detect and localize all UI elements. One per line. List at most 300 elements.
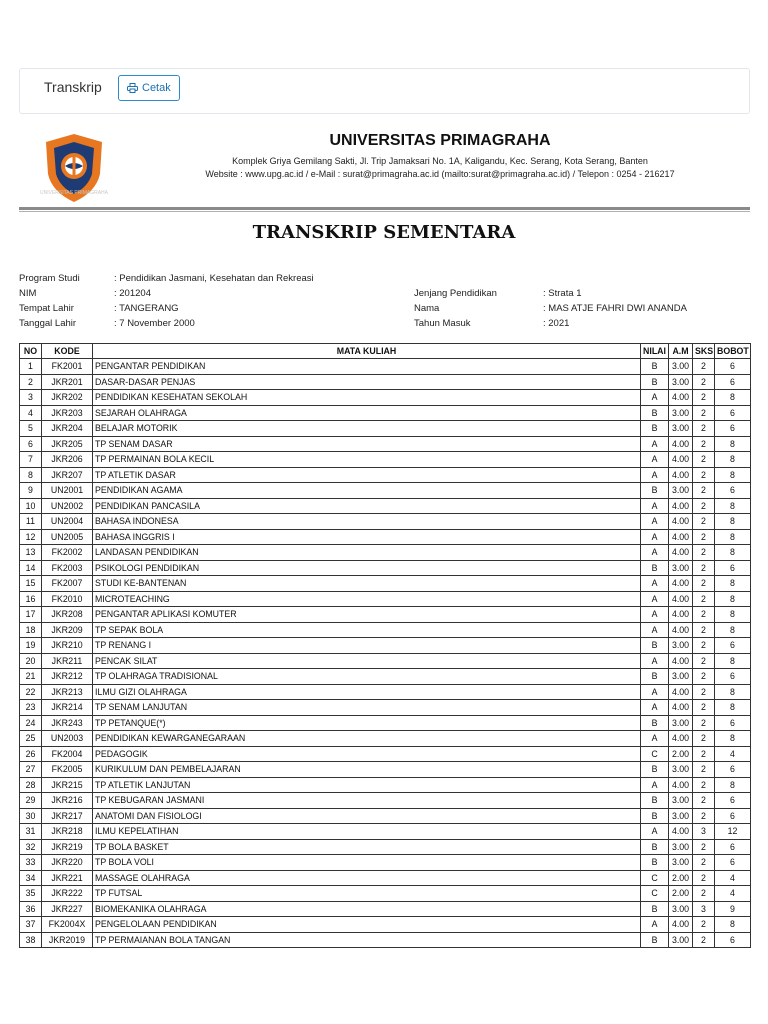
logo-caption: UNIVERSITAS PRIMAGRAHA — [40, 190, 108, 196]
cell-mata-kuliah: TP PERMAIANAN BOLA TANGAN — [93, 932, 641, 948]
cell-am: 4.00 — [669, 731, 693, 747]
university-address: Komplek Griya Gemilang Sakti, Jl. Trip Jamaksari No. 1A, Kaligandu, Kec. Serang, Kota Serang, Banten — [232, 156, 648, 166]
cell-no: 7 — [20, 452, 42, 468]
cell-no: 27 — [20, 762, 42, 778]
cell-sks: 2 — [693, 855, 715, 871]
col-header-kode: KODE — [42, 344, 93, 359]
cell-kode: UN2002 — [42, 498, 93, 514]
table-row — [20, 762, 751, 778]
cell-bobot: 9 — [715, 901, 751, 917]
cell-no: 5 — [20, 421, 42, 437]
col-header-nilai: NILAI — [641, 344, 669, 359]
cell-bobot: 8 — [715, 591, 751, 607]
nim-label: NIM — [19, 288, 37, 299]
cell-no: 33 — [20, 855, 42, 871]
cell-sks: 2 — [693, 483, 715, 499]
cell-no: 19 — [20, 638, 42, 654]
table-row — [20, 405, 751, 421]
cell-am: 3.00 — [669, 421, 693, 437]
cell-mata-kuliah: PENGELOLAAN PENDIDIKAN — [93, 917, 641, 933]
cell-am: 4.00 — [669, 576, 693, 592]
cell-sks: 2 — [693, 529, 715, 545]
cell-mata-kuliah: ILMU KEPELATIHAN — [93, 824, 641, 840]
cell-mata-kuliah: BIOMEKANIKA OLAHRAGA — [93, 901, 641, 917]
cell-no: 16 — [20, 591, 42, 607]
cell-nilai: C — [641, 870, 669, 886]
cell-nilai: B — [641, 421, 669, 437]
cell-nilai: B — [641, 932, 669, 948]
cell-bobot: 8 — [715, 498, 751, 514]
cell-kode: UN2005 — [42, 529, 93, 545]
cell-am: 3.00 — [669, 483, 693, 499]
cell-kode: FK2004X — [42, 917, 93, 933]
cell-no: 22 — [20, 684, 42, 700]
cell-sks: 2 — [693, 638, 715, 654]
cell-kode: JKR215 — [42, 777, 93, 793]
col-header-bobot: BOBOT — [715, 344, 751, 359]
table-row — [20, 390, 751, 406]
cell-nilai: A — [641, 700, 669, 716]
cell-nilai: B — [641, 405, 669, 421]
cell-bobot: 4 — [715, 870, 751, 886]
cell-sks: 2 — [693, 622, 715, 638]
cell-bobot: 8 — [715, 731, 751, 747]
cell-nilai: C — [641, 886, 669, 902]
cell-bobot: 4 — [715, 746, 751, 762]
cell-nilai: B — [641, 855, 669, 871]
cell-nilai: A — [641, 452, 669, 468]
cell-sks: 2 — [693, 932, 715, 948]
cell-bobot: 8 — [715, 607, 751, 623]
cell-am: 4.00 — [669, 607, 693, 623]
cell-nilai: A — [641, 607, 669, 623]
cell-nilai: A — [641, 576, 669, 592]
table-row — [20, 607, 751, 623]
header-divider-thick — [19, 207, 750, 210]
cell-no: 13 — [20, 545, 42, 561]
table-row — [20, 467, 751, 483]
cell-bobot: 6 — [715, 793, 751, 809]
cell-kode: JKR207 — [42, 467, 93, 483]
cell-no: 12 — [20, 529, 42, 545]
cell-mata-kuliah: DASAR-DASAR PENJAS — [93, 374, 641, 390]
cell-mata-kuliah: TP SEPAK BOLA — [93, 622, 641, 638]
cell-kode: JKR210 — [42, 638, 93, 654]
cell-nilai: A — [641, 777, 669, 793]
cell-mata-kuliah: STUDI KE-BANTENAN — [93, 576, 641, 592]
cell-sks: 2 — [693, 576, 715, 592]
cell-nilai: B — [641, 901, 669, 917]
cell-nilai: A — [641, 591, 669, 607]
cell-nilai: A — [641, 498, 669, 514]
cell-kode: JKR202 — [42, 390, 93, 406]
toolbar-title: Transkrip — [44, 79, 102, 95]
cell-mata-kuliah: PSIKOLOGI PENDIDIKAN — [93, 560, 641, 576]
cell-no: 20 — [20, 653, 42, 669]
cell-sks: 2 — [693, 839, 715, 855]
document-title: TRANSKRIP SEMENTARA — [252, 222, 516, 243]
cell-kode: JKR209 — [42, 622, 93, 638]
cell-am: 3.00 — [669, 762, 693, 778]
cell-nilai: B — [641, 483, 669, 499]
cell-kode: JKR204 — [42, 421, 93, 437]
cell-bobot: 8 — [715, 576, 751, 592]
cell-bobot: 12 — [715, 824, 751, 840]
cell-kode: JKR217 — [42, 808, 93, 824]
cell-sks: 2 — [693, 793, 715, 809]
cell-kode: JKR227 — [42, 901, 93, 917]
cell-am: 2.00 — [669, 746, 693, 762]
cell-no: 28 — [20, 777, 42, 793]
cell-sks: 2 — [693, 560, 715, 576]
cell-kode: UN2004 — [42, 514, 93, 530]
cell-sks: 2 — [693, 870, 715, 886]
cell-bobot: 8 — [715, 514, 751, 530]
cell-am: 4.00 — [669, 498, 693, 514]
cell-nilai: A — [641, 731, 669, 747]
cell-am: 4.00 — [669, 514, 693, 530]
cell-sks: 2 — [693, 917, 715, 933]
tanggal-lahir-label: Tanggal Lahir — [19, 318, 77, 329]
cell-sks: 2 — [693, 762, 715, 778]
cell-no: 9 — [20, 483, 42, 499]
cell-sks: 2 — [693, 777, 715, 793]
cell-kode: JKR211 — [42, 653, 93, 669]
jenjang-value: : Strata 1 — [543, 288, 582, 299]
cell-am: 3.00 — [669, 839, 693, 855]
header-divider-thin — [19, 211, 750, 212]
table-row — [20, 421, 751, 437]
cell-mata-kuliah: TP SENAM DASAR — [93, 436, 641, 452]
table-row — [20, 545, 751, 561]
cell-sks: 2 — [693, 359, 715, 375]
university-contact: Website : www.upg.ac.id / e-Mail : surat@primagraha.ac.id (mailto:surat@primagraha.ac.id) / Telepon : 0254 - 216217 — [205, 169, 675, 179]
cell-mata-kuliah: PEDAGOGIK — [93, 746, 641, 762]
cell-am: 4.00 — [669, 452, 693, 468]
cell-sks: 2 — [693, 700, 715, 716]
cell-mata-kuliah: BAHASA INDONESA — [93, 514, 641, 530]
cell-sks: 2 — [693, 591, 715, 607]
grades-table — [19, 343, 751, 948]
cell-am: 3.00 — [669, 560, 693, 576]
table-row — [20, 638, 751, 654]
cell-no: 37 — [20, 917, 42, 933]
cell-mata-kuliah: TP SENAM LANJUTAN — [93, 700, 641, 716]
cell-kode: FK2003 — [42, 560, 93, 576]
cell-nilai: B — [641, 560, 669, 576]
cell-mata-kuliah: PENCAK SILAT — [93, 653, 641, 669]
cell-kode: UN2003 — [42, 731, 93, 747]
university-name: UNIVERSITAS PRIMAGRAHA — [329, 132, 551, 149]
table-row — [20, 793, 751, 809]
cell-kode: JKR219 — [42, 839, 93, 855]
table-row — [20, 700, 751, 716]
nim-value: : 201204 — [114, 288, 151, 299]
cell-sks: 2 — [693, 405, 715, 421]
tahun-masuk-label: Tahun Masuk — [414, 318, 471, 329]
cell-bobot: 8 — [715, 684, 751, 700]
print-button[interactable] — [118, 75, 180, 101]
cell-no: 15 — [20, 576, 42, 592]
nama-label: Nama — [414, 303, 440, 314]
cell-bobot: 8 — [715, 917, 751, 933]
cell-am: 4.00 — [669, 622, 693, 638]
cell-bobot: 6 — [715, 405, 751, 421]
cell-mata-kuliah: PENGANTAR PENDIDIKAN — [93, 359, 641, 375]
cell-sks: 3 — [693, 901, 715, 917]
cell-no: 1 — [20, 359, 42, 375]
col-header-no: NO — [20, 344, 42, 359]
cell-no: 18 — [20, 622, 42, 638]
cell-mata-kuliah: TP ATLETIK LANJUTAN — [93, 777, 641, 793]
cell-bobot: 6 — [715, 359, 751, 375]
cell-mata-kuliah: PENDIDIKAN AGAMA — [93, 483, 641, 499]
printer-icon — [127, 83, 138, 93]
cell-sks: 2 — [693, 653, 715, 669]
cell-mata-kuliah: TP BOLA BASKET — [93, 839, 641, 855]
cell-am: 3.00 — [669, 901, 693, 917]
cell-sks: 2 — [693, 390, 715, 406]
cell-no: 21 — [20, 669, 42, 685]
cell-nilai: A — [641, 917, 669, 933]
cell-no: 29 — [20, 793, 42, 809]
cell-no: 26 — [20, 746, 42, 762]
cell-no: 14 — [20, 560, 42, 576]
cell-kode: FK2004 — [42, 746, 93, 762]
table-header-row — [20, 344, 751, 359]
cell-no: 11 — [20, 514, 42, 530]
table-row — [20, 777, 751, 793]
cell-no: 32 — [20, 839, 42, 855]
cell-no: 38 — [20, 932, 42, 948]
cell-mata-kuliah: TP KEBUGARAN JASMANI — [93, 793, 641, 809]
cell-nilai: A — [641, 545, 669, 561]
table-row — [20, 529, 751, 545]
cell-nilai: A — [641, 436, 669, 452]
table-row — [20, 436, 751, 452]
cell-no: 34 — [20, 870, 42, 886]
cell-nilai: A — [641, 529, 669, 545]
cell-am: 3.00 — [669, 359, 693, 375]
cell-am: 4.00 — [669, 824, 693, 840]
cell-bobot: 6 — [715, 421, 751, 437]
tanggal-lahir-value: : 7 November 2000 — [114, 318, 195, 329]
cell-bobot: 8 — [715, 529, 751, 545]
tempat-lahir-value: : TANGERANG — [114, 303, 179, 314]
table-row — [20, 932, 751, 948]
cell-nilai: A — [641, 653, 669, 669]
cell-am: 3.00 — [669, 855, 693, 871]
cell-mata-kuliah: BELAJAR MOTORIK — [93, 421, 641, 437]
cell-am: 4.00 — [669, 529, 693, 545]
cell-nilai: C — [641, 746, 669, 762]
cell-bobot: 6 — [715, 932, 751, 948]
cell-mata-kuliah: TP PERMAINAN BOLA KECIL — [93, 452, 641, 468]
table-row — [20, 901, 751, 917]
cell-mata-kuliah: PENDIDIKAN KESEHATAN SEKOLAH — [93, 390, 641, 406]
table-row — [20, 808, 751, 824]
cell-mata-kuliah: LANDASAN PENDIDIKAN — [93, 545, 641, 561]
table-row — [20, 746, 751, 762]
table-row — [20, 824, 751, 840]
col-header-mata-kuliah: MATA KULIAH — [93, 344, 641, 359]
cell-am: 3.00 — [669, 638, 693, 654]
cell-bobot: 6 — [715, 374, 751, 390]
cell-mata-kuliah: ILMU GIZI OLAHRAGA — [93, 684, 641, 700]
cell-sks: 2 — [693, 684, 715, 700]
cell-am: 4.00 — [669, 653, 693, 669]
nama-value: : MAS ATJE FAHRI DWI ANANDA — [543, 303, 687, 314]
cell-no: 17 — [20, 607, 42, 623]
cell-am: 4.00 — [669, 777, 693, 793]
cell-sks: 2 — [693, 731, 715, 747]
cell-mata-kuliah: KURIKULUM DAN PEMBELAJARAN — [93, 762, 641, 778]
table-row — [20, 483, 751, 499]
cell-bobot: 6 — [715, 808, 751, 824]
table-row — [20, 653, 751, 669]
table-row — [20, 498, 751, 514]
cell-no: 35 — [20, 886, 42, 902]
table-row — [20, 452, 751, 468]
cell-am: 3.00 — [669, 808, 693, 824]
cell-kode: JKR243 — [42, 715, 93, 731]
cell-no: 10 — [20, 498, 42, 514]
cell-kode: UN2001 — [42, 483, 93, 499]
cell-kode: JKR212 — [42, 669, 93, 685]
table-row — [20, 622, 751, 638]
cell-sks: 2 — [693, 452, 715, 468]
cell-bobot: 8 — [715, 622, 751, 638]
table-row — [20, 576, 751, 592]
cell-nilai: B — [641, 638, 669, 654]
cell-bobot: 6 — [715, 669, 751, 685]
cell-am: 2.00 — [669, 870, 693, 886]
cell-sks: 2 — [693, 498, 715, 514]
cell-am: 3.00 — [669, 715, 693, 731]
cell-am: 3.00 — [669, 405, 693, 421]
cell-kode: JKR213 — [42, 684, 93, 700]
cell-nilai: A — [641, 684, 669, 700]
cell-kode: JKR220 — [42, 855, 93, 871]
cell-nilai: B — [641, 359, 669, 375]
cell-am: 2.00 — [669, 886, 693, 902]
cell-nilai: B — [641, 715, 669, 731]
cell-mata-kuliah: SEJARAH OLAHRAGA — [93, 405, 641, 421]
cell-nilai: A — [641, 622, 669, 638]
cell-mata-kuliah: PENDIDIKAN PANCASILA — [93, 498, 641, 514]
table-row — [20, 886, 751, 902]
cell-am: 4.00 — [669, 917, 693, 933]
cell-kode: JKR221 — [42, 870, 93, 886]
cell-sks: 2 — [693, 808, 715, 824]
table-row — [20, 359, 751, 375]
cell-bobot: 6 — [715, 560, 751, 576]
tahun-masuk-value: : 2021 — [543, 318, 570, 329]
cell-bobot: 8 — [715, 452, 751, 468]
cell-mata-kuliah: BAHASA INGGRIS I — [93, 529, 641, 545]
program-studi-label: Program Studi — [19, 273, 80, 284]
cell-sks: 2 — [693, 421, 715, 437]
cell-nilai: B — [641, 839, 669, 855]
cell-sks: 2 — [693, 715, 715, 731]
table-row — [20, 917, 751, 933]
cell-kode: JKR214 — [42, 700, 93, 716]
cell-am: 3.00 — [669, 374, 693, 390]
cell-kode: JKR218 — [42, 824, 93, 840]
cell-sks: 2 — [693, 607, 715, 623]
table-row — [20, 591, 751, 607]
cell-bobot: 6 — [715, 715, 751, 731]
cell-no: 24 — [20, 715, 42, 731]
jenjang-label: Jenjang Pendidikan — [414, 288, 497, 299]
table-row — [20, 839, 751, 855]
cell-no: 3 — [20, 390, 42, 406]
cell-sks: 3 — [693, 824, 715, 840]
cell-bobot: 6 — [715, 839, 751, 855]
cell-bobot: 8 — [715, 436, 751, 452]
col-header-sks: SKS — [693, 344, 715, 359]
table-row — [20, 560, 751, 576]
cell-no: 2 — [20, 374, 42, 390]
cell-mata-kuliah: MASSAGE OLAHRAGA — [93, 870, 641, 886]
cell-kode: JKR206 — [42, 452, 93, 468]
cell-mata-kuliah: TP OLAHRAGA TRADISIONAL — [93, 669, 641, 685]
tempat-lahir-label: Tempat Lahir — [19, 303, 74, 314]
cell-am: 4.00 — [669, 591, 693, 607]
cell-sks: 2 — [693, 467, 715, 483]
cell-no: 8 — [20, 467, 42, 483]
cell-am: 3.00 — [669, 793, 693, 809]
cell-kode: FK2002 — [42, 545, 93, 561]
cell-bobot: 8 — [715, 390, 751, 406]
cell-sks: 2 — [693, 374, 715, 390]
cell-sks: 2 — [693, 669, 715, 685]
cell-bobot: 6 — [715, 483, 751, 499]
cell-sks: 2 — [693, 436, 715, 452]
cell-am: 4.00 — [669, 684, 693, 700]
cell-no: 23 — [20, 700, 42, 716]
table-row — [20, 855, 751, 871]
cell-bobot: 6 — [715, 855, 751, 871]
cell-kode: JKR208 — [42, 607, 93, 623]
table-row — [20, 514, 751, 530]
cell-am: 3.00 — [669, 669, 693, 685]
cell-no: 4 — [20, 405, 42, 421]
table-row — [20, 870, 751, 886]
cell-kode: JKR2019 — [42, 932, 93, 948]
cell-nilai: B — [641, 374, 669, 390]
cell-bobot: 8 — [715, 653, 751, 669]
table-row — [20, 715, 751, 731]
cell-no: 31 — [20, 824, 42, 840]
cell-mata-kuliah: TP BOLA VOLI — [93, 855, 641, 871]
cell-nilai: B — [641, 762, 669, 778]
cell-nilai: A — [641, 467, 669, 483]
cell-kode: JKR201 — [42, 374, 93, 390]
cell-nilai: A — [641, 390, 669, 406]
cell-sks: 2 — [693, 746, 715, 762]
cell-kode: JKR216 — [42, 793, 93, 809]
cell-nilai: B — [641, 808, 669, 824]
cell-am: 4.00 — [669, 436, 693, 452]
cell-am: 4.00 — [669, 467, 693, 483]
cell-am: 4.00 — [669, 545, 693, 561]
transcript-toolbar — [19, 68, 750, 114]
cell-kode: JKR205 — [42, 436, 93, 452]
table-row — [20, 374, 751, 390]
cell-kode: JKR222 — [42, 886, 93, 902]
cell-am: 4.00 — [669, 390, 693, 406]
